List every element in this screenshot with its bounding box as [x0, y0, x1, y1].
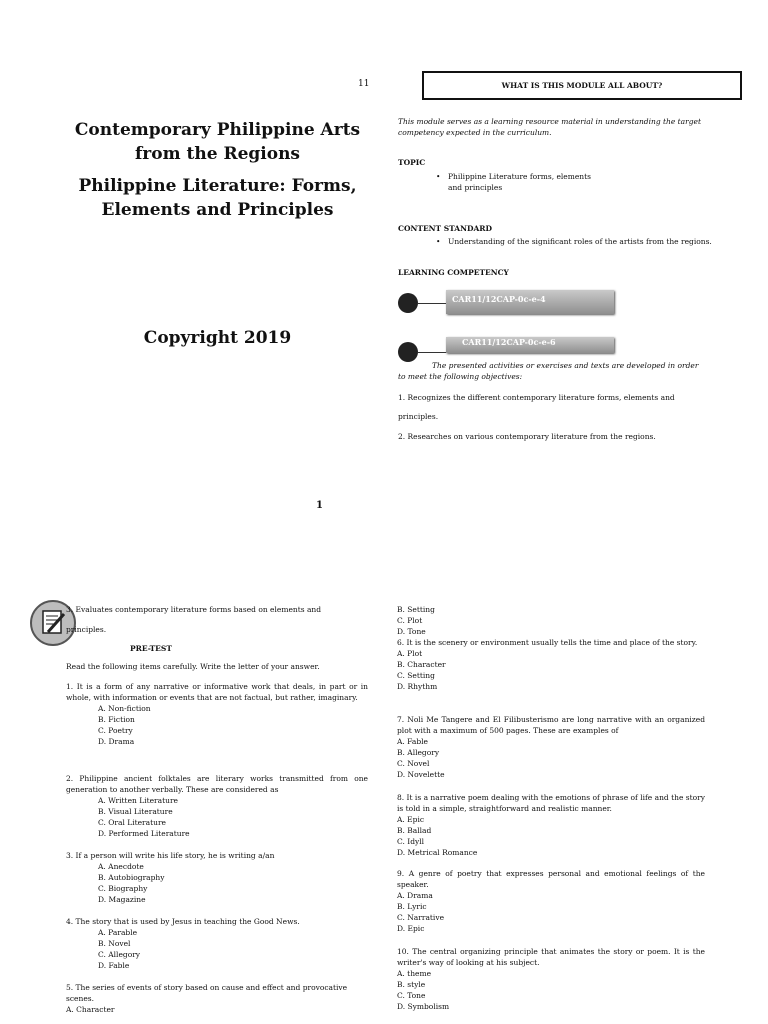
question-text: 6. It is the scenery or environment usually tells the time and place of the story.: [397, 638, 698, 647]
option: C. Novel: [397, 759, 430, 768]
connector-line: [418, 303, 446, 304]
question-5: [66, 982, 368, 1015]
option: B. Ballad: [397, 826, 432, 835]
question-3: [66, 850, 368, 905]
option: B. Setting: [397, 605, 435, 614]
copyright-text: Copyright 2019: [143, 328, 292, 348]
option: C. Biography: [98, 884, 148, 893]
question-text: 2. Philippine ancient folktales are literary works transmitted from one generation to another verbally. These are considered as: [66, 774, 368, 794]
connector-line: [418, 352, 446, 353]
question-10: [397, 946, 705, 1012]
option: C. Tone: [397, 991, 426, 1000]
objective-3-cont: principles.: [66, 625, 107, 634]
option: D. Epic: [397, 924, 425, 933]
options: [66, 927, 368, 971]
content-standard-label: CONTENT STANDARD: [398, 224, 493, 233]
option: A. Anecdote: [98, 862, 144, 871]
module-title-line-2: Elements and Principles: [101, 200, 334, 220]
bullet-dot-icon: [398, 293, 418, 313]
module-intro: This module serves as a learning resource material in understanding the target competency expected in the curriculum.: [398, 117, 701, 137]
option: C. Narrative: [397, 913, 445, 922]
option: A. theme: [397, 969, 432, 978]
question-4: [66, 916, 368, 971]
objectives-intro: The presented activities or exercises and texts are developed in order to meet the following objectives:: [398, 361, 699, 381]
option: A. Drama: [397, 891, 433, 900]
question-text: 7. Noli Me Tangere and El Filibusterismo are long narrative with an organized plot with a maximum of 500 pages. These are examples of: [397, 715, 705, 735]
objective-1-cont: principles.: [398, 412, 439, 421]
book-title-line-2: from the Regions: [134, 144, 301, 164]
option: B. Novel: [98, 939, 131, 948]
option: B. Character: [397, 660, 446, 669]
option: A. Fable: [397, 737, 428, 746]
option: B. Visual Literature: [98, 807, 173, 816]
topic-item: • Philippine Literature forms, elements and principles: [448, 171, 604, 193]
question-5-options-cont: [397, 604, 705, 637]
option: A. Written Literature: [98, 796, 178, 805]
pretest-instructions: Read the following items carefully. Write the letter of your answer.: [66, 662, 320, 671]
question-9: [397, 868, 705, 934]
book-title-line-1: Contemporary Philippine Arts: [74, 120, 361, 140]
question-text: 10. The central organizing principle that animates the story or poem. It is the writer's way of looking at his subject.: [397, 947, 705, 967]
option: D. Tone: [397, 627, 426, 636]
question-1: [66, 681, 368, 747]
question-text: 4. The story that is used by Jesus in teaching the Good News.: [66, 917, 300, 926]
option: D. Fable: [98, 961, 130, 970]
option: C. Plot: [397, 616, 423, 625]
option: A. Character: [66, 1005, 115, 1014]
option: C. Allegory: [98, 950, 141, 959]
option: D. Performed Literature: [98, 829, 190, 838]
question-8: [397, 792, 705, 858]
page-number: 1: [316, 500, 323, 511]
options: [66, 703, 368, 747]
option: A. Non-fiction: [98, 704, 151, 713]
option: D. Drama: [98, 737, 135, 746]
module-title: [60, 174, 375, 222]
content-standard-list: [434, 236, 724, 247]
option: C. Oral Literature: [98, 818, 166, 827]
option: B. Allegory: [397, 748, 440, 757]
option: B. Lyric: [397, 902, 427, 911]
objective-1: 1. Recognizes the different contemporary literature forms, elements and: [398, 393, 675, 402]
option: B. style: [397, 980, 426, 989]
option: D. Novelette: [397, 770, 445, 779]
option: B. Autobiography: [98, 873, 165, 882]
options: [66, 861, 368, 905]
option: C. Idyll: [397, 837, 425, 846]
question-text: 8. It is a narrative poem dealing with the emotions of phrase of life and the story is told in a simple, straightforward and realistic manner.: [397, 793, 705, 813]
content-standard-item: • Understanding of the significant roles of the artists from the regions.: [448, 236, 724, 247]
question-text: 3. If a person will write his life story, he is writing a/an: [66, 851, 275, 860]
question-7: [397, 714, 705, 780]
learning-competency-label: LEARNING COMPETENCY: [398, 268, 509, 277]
option: D. Magazine: [98, 895, 146, 904]
option: B. Fiction: [98, 715, 135, 724]
option: D. Symbolism: [397, 1002, 450, 1011]
option: D. Metrical Romance: [397, 848, 478, 857]
competency-code: CAR11/12CAP-0c-e-6: [446, 337, 614, 353]
module-heading-box: WHAT IS THIS MODULE ALL ABOUT?: [422, 71, 742, 100]
option: A. Plot: [397, 649, 423, 658]
competency-code: CAR11/12CAP-0c-e-4: [446, 290, 614, 314]
topic-label: TOPIC: [398, 158, 426, 167]
option: A. Epic: [397, 815, 425, 824]
header-page-label: 11: [358, 79, 370, 89]
option: A. Parable: [98, 928, 138, 937]
option: C. Setting: [397, 671, 435, 680]
question-text: 5. The series of events of story based on cause and effect and provocative scenes.: [66, 983, 348, 1003]
objective-3: 3. Evaluates contemporary literature forms based on elements and: [66, 605, 322, 614]
option: C. Poetry: [98, 726, 133, 735]
pretest-title: PRE-TEST: [130, 644, 172, 653]
option: D. Rhythm: [397, 682, 438, 691]
options: [66, 795, 368, 839]
question-2: [66, 773, 368, 839]
topic-list: [434, 171, 604, 193]
book-title: [60, 118, 375, 166]
question-6: [397, 637, 705, 692]
module-title-line-1: Philippine Literature: Forms,: [78, 176, 357, 196]
question-text: 1. It is a form of any narrative or informative work that deals, in part or in whole, with information or events that are not factual, but rather, imaginary.: [66, 682, 368, 702]
question-text: 9. A genre of poetry that expresses personal and emotional feelings of the speaker.: [397, 869, 705, 889]
bullet-dot-icon: [398, 342, 418, 362]
objective-2: 2. Researches on various contemporary literature from the regions.: [398, 432, 656, 441]
